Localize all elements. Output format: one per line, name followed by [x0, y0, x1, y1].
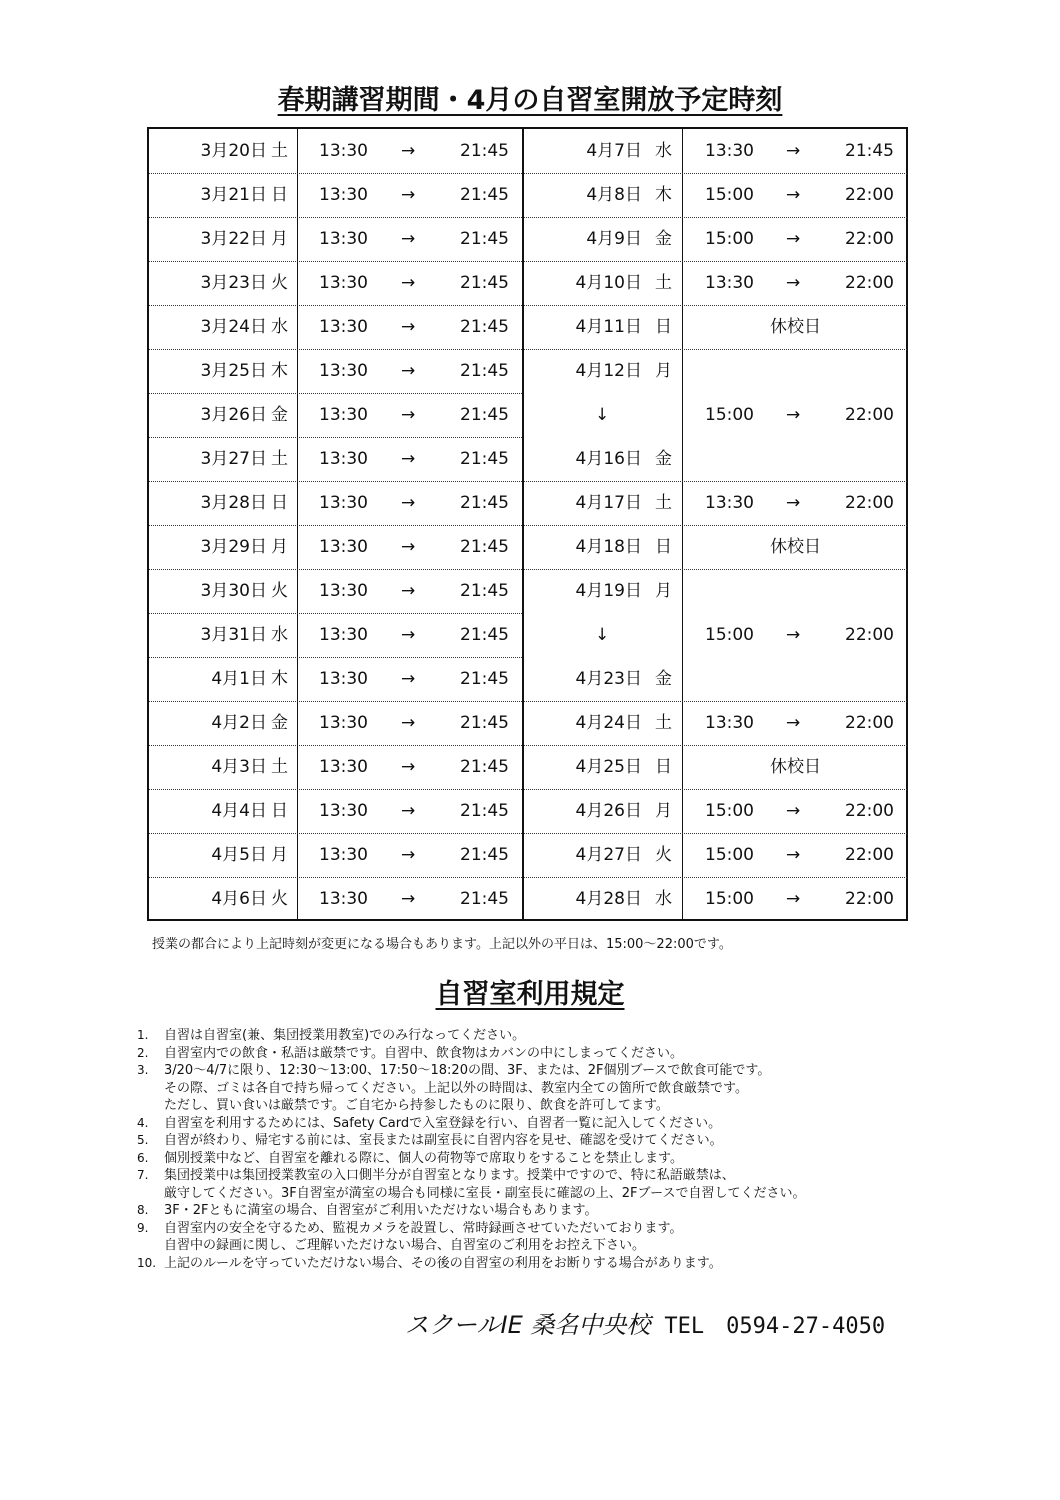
date-cell: 3月30日: [200, 581, 267, 601]
rule-number: 3.: [137, 1063, 149, 1077]
date-cell: 3月23日: [200, 273, 267, 293]
arrow-glyph: →: [401, 757, 416, 777]
weekday-cell: 火: [271, 273, 288, 293]
end-time: 21:45: [460, 361, 509, 381]
weekday-cell: 月: [271, 229, 288, 249]
start-time: 13:30: [319, 581, 368, 601]
rule-item: [137, 1150, 805, 1168]
rule-number: 4.: [137, 1115, 149, 1130]
end-time: 21:45: [460, 537, 509, 557]
end-time: 21:45: [460, 185, 509, 205]
down-arrow-glyph: ↓: [595, 625, 610, 645]
rule-number: 10.: [137, 1255, 157, 1270]
date-cell: 4月4日: [211, 801, 267, 821]
end-time: 21:45: [460, 801, 509, 821]
weekday-cell: 日: [271, 493, 288, 513]
rule-item: [137, 1115, 805, 1133]
start-time: 13:30: [319, 757, 368, 777]
column-divider: [297, 129, 298, 919]
arrow-glyph: →: [401, 801, 416, 821]
date-cell: 3月28日: [200, 493, 267, 513]
date-cell: 3月20日: [200, 141, 267, 161]
rule-item: [137, 1027, 805, 1045]
start-time: 13:30: [319, 449, 368, 469]
date-cell: 3月27日: [200, 449, 267, 469]
rule-number: 6.: [137, 1150, 149, 1165]
weekday-cell: 月: [271, 537, 288, 557]
date-cell: 4月11日: [575, 317, 642, 337]
end-time: 21:45: [460, 405, 509, 425]
rule-text: 3/20～4/7に限り、12:30～13:00、17:50～18:20の間、3F、または、2F個別ブースで飲食可能です。 その際、ゴミは各自で持ち帰ってください。上記以外の時間は、教室内全ての箇所で飲食厳禁です。 ただし、買い食いは厳禁です。ご自宅から持参したものに限り、飲食を許可してます。: [164, 1063, 771, 1113]
weekday-cell: 土: [655, 713, 672, 733]
end-time: 21:45: [460, 317, 509, 337]
end-time: 22:00: [845, 889, 894, 909]
schedule-note: 授業の都合により上記時刻が変更になる場合もあります。上記以外の平日は、15:00～22:00です。: [152, 937, 732, 952]
end-time: 21:45: [460, 229, 509, 249]
weekday-cell: 金: [655, 669, 672, 689]
date-cell: 4月12日: [575, 361, 642, 381]
end-time: 21:45: [460, 581, 509, 601]
date-cell: 4月10日: [575, 273, 642, 293]
rule-text: 3F・2Fともに満室の場合、自習室がご利用いただけない場合もあります。: [164, 1203, 598, 1218]
weekday-cell: 木: [271, 669, 288, 689]
arrow-glyph: →: [401, 185, 416, 205]
rule-text: 自習は自習室(兼、集団授業用教室)でのみ行なってください。: [164, 1028, 526, 1043]
arrow-glyph: →: [401, 493, 416, 513]
start-time: 13:30: [319, 405, 368, 425]
rule-number: 5.: [137, 1133, 149, 1147]
end-time: 22:00: [845, 229, 894, 249]
weekday-cell: 金: [655, 229, 672, 249]
rule-item: [137, 1045, 805, 1063]
date-cell: 4月19日: [575, 581, 642, 601]
rule-number: 9.: [137, 1220, 149, 1235]
date-cell: 4月6日: [211, 889, 267, 909]
weekday-cell: 土: [655, 273, 672, 293]
end-time: 21:45: [460, 889, 509, 909]
arrow-glyph: →: [401, 713, 416, 733]
date-cell: 3月26日: [200, 405, 267, 425]
footer: [405, 1305, 885, 1340]
date-cell: 4月8日: [586, 185, 642, 205]
date-cell: 4月17日: [575, 493, 642, 513]
weekday-cell: 火: [271, 889, 288, 909]
arrow-glyph: →: [401, 449, 416, 469]
rule-text: 自習室内での飲食・私語は厳禁です。自習中、飲食物はカバンの中にしまってください。: [164, 1045, 683, 1061]
date-cell: [524, 613, 642, 657]
end-time: 22:00: [845, 845, 894, 865]
rule-text: 自習が終わり、帰宅する前には、室長または副室長に自習内容を見せ、確認を受けてください。: [164, 1133, 723, 1148]
end-time: 21:45: [460, 625, 509, 645]
weekday-cell: 月: [655, 801, 672, 821]
weekday-cell: 木: [271, 361, 288, 381]
start-time: 13:30: [319, 845, 368, 865]
down-arrow-glyph: ↓: [595, 405, 610, 425]
end-time: 21:45: [460, 493, 509, 513]
date-cell: [524, 393, 642, 437]
date-cell: 4月18日: [575, 537, 642, 557]
rule-item: [137, 1202, 805, 1220]
arrow-glyph: →: [786, 801, 801, 821]
end-time: 22:00: [845, 273, 894, 293]
start-time: 15:00: [705, 845, 754, 865]
end-time: 21:45: [460, 669, 509, 689]
end-time: 22:00: [845, 801, 894, 821]
start-time: 13:30: [705, 493, 754, 513]
arrow-glyph: →: [786, 405, 801, 425]
weekday-cell: 火: [271, 581, 288, 601]
date-cell: 3月31日: [200, 625, 267, 645]
start-time: 13:30: [319, 713, 368, 733]
arrow-glyph: →: [401, 273, 416, 293]
start-time: 13:30: [319, 889, 368, 909]
weekday-cell: 日: [655, 317, 672, 337]
arrow-glyph: →: [786, 185, 801, 205]
date-cell: 4月24日: [575, 713, 642, 733]
date-cell: 4月26日: [575, 801, 642, 821]
date-cell: 4月9日: [586, 229, 642, 249]
weekday-cell: 水: [655, 141, 672, 161]
rule-text: 自習室を利用するためには、Safety Cardで入室登録を行い、自習者一覧に記入してください。: [164, 1115, 722, 1131]
weekday-cell: 水: [271, 317, 288, 337]
date-cell: 4月27日: [575, 845, 642, 865]
end-time: 21:45: [460, 757, 509, 777]
arrow-glyph: →: [786, 493, 801, 513]
date-cell: 3月29日: [200, 537, 267, 557]
end-time: 22:00: [845, 713, 894, 733]
weekday-cell: 月: [655, 581, 672, 601]
arrow-glyph: →: [401, 141, 416, 161]
end-time: 22:00: [845, 493, 894, 513]
start-time: 13:30: [319, 141, 368, 161]
end-time: 21:45: [460, 141, 509, 161]
column-divider: [682, 129, 683, 919]
arrow-glyph: →: [401, 537, 416, 557]
start-time: 15:00: [705, 185, 754, 205]
weekday-cell: 木: [655, 185, 672, 205]
date-cell: 3月21日: [200, 185, 267, 205]
weekday-cell: 金: [271, 713, 288, 733]
date-cell: 4月28日: [575, 889, 642, 909]
arrow-glyph: →: [401, 581, 416, 601]
arrow-glyph: →: [401, 625, 416, 645]
date-cell: 4月3日: [211, 757, 267, 777]
start-time: 13:30: [705, 713, 754, 733]
rule-item: [137, 1132, 805, 1150]
rule-item: [137, 1167, 805, 1202]
start-time: 15:00: [705, 625, 754, 645]
rules-list: [137, 1027, 805, 1272]
school-name: スクールIE 桑名中央校: [405, 1311, 651, 1339]
weekday-cell: 土: [655, 493, 672, 513]
start-time: 13:30: [319, 801, 368, 821]
date-cell: 4月25日: [575, 757, 642, 777]
phone-number: TEL 0594-27-4050: [664, 1314, 886, 1339]
date-cell: 4月7日: [586, 141, 642, 161]
start-time: 13:30: [705, 273, 754, 293]
arrow-glyph: →: [786, 625, 801, 645]
arrow-glyph: →: [786, 141, 801, 161]
date-cell: 4月2日: [211, 713, 267, 733]
date-cell: 4月23日: [575, 669, 642, 689]
weekday-cell: 水: [271, 625, 288, 645]
date-cell: 4月16日: [575, 449, 642, 469]
weekday-cell: 土: [271, 757, 288, 777]
end-time: 21:45: [460, 273, 509, 293]
rule-text: 集団授業中は集団授業教室の入口側半分が自習室となります。授業中ですので、特に私語厳禁は、 厳守してください。3F自習室が満室の場合も同様に室長・副室長に確認の上、2Fブースで自習してください。: [164, 1168, 806, 1201]
start-time: 13:30: [319, 229, 368, 249]
rule-number: 8.: [137, 1203, 149, 1217]
start-time: 15:00: [705, 405, 754, 425]
schedule-table: [147, 127, 908, 921]
rule-number: 2.: [137, 1045, 149, 1060]
start-time: 13:30: [319, 185, 368, 205]
rule-item: [137, 1062, 805, 1115]
end-time: 22:00: [845, 185, 894, 205]
date-cell: 3月25日: [200, 361, 267, 381]
arrow-glyph: →: [786, 273, 801, 293]
rule-item: [137, 1220, 805, 1255]
end-time: 21:45: [460, 713, 509, 733]
rule-text: 自習室内の安全を守るため、監視カメラを設置し、常時録画させていただいております。 自習中の録画に関し、ご理解いただけない場合、自習室のご利用をお控え下さい。: [164, 1220, 683, 1253]
end-time: 22:00: [845, 625, 894, 645]
arrow-glyph: →: [401, 669, 416, 689]
weekday-cell: 金: [655, 449, 672, 469]
rule-item: [137, 1255, 805, 1273]
weekday-cell: 水: [655, 889, 672, 909]
start-time: 13:30: [319, 537, 368, 557]
weekday-cell: 日: [271, 185, 288, 205]
end-time: 22:00: [845, 405, 894, 425]
start-time: 13:30: [705, 141, 754, 161]
arrow-glyph: →: [786, 713, 801, 733]
closed-day-label: 休校日: [770, 537, 821, 557]
start-time: 13:30: [319, 273, 368, 293]
rule-text: 上記のルールを守っていただけない場合、その後の自習室の利用をお断りする場合があります。: [164, 1255, 722, 1271]
start-time: 15:00: [705, 889, 754, 909]
arrow-glyph: →: [401, 317, 416, 337]
end-time: 21:45: [460, 845, 509, 865]
rule-text: 個別授業中など、自習室を離れる際に、個人の荷物等で席取りをすることを禁止します。: [164, 1150, 683, 1166]
arrow-glyph: →: [786, 229, 801, 249]
arrow-glyph: →: [401, 405, 416, 425]
arrow-glyph: →: [401, 229, 416, 249]
start-time: 13:30: [319, 317, 368, 337]
date-cell: 4月5日: [211, 845, 267, 865]
start-time: 13:30: [319, 493, 368, 513]
start-time: 13:30: [319, 361, 368, 381]
rules-title: 自習室利用規定: [435, 979, 625, 1010]
page-title: 春期講習期間・4月の自習室開放予定時刻: [277, 85, 783, 116]
weekday-cell: 日: [271, 801, 288, 821]
arrow-glyph: →: [401, 889, 416, 909]
closed-day-label: 休校日: [770, 757, 821, 777]
date-cell: 3月22日: [200, 229, 267, 249]
closed-day-label: 休校日: [770, 317, 821, 337]
end-time: 21:45: [460, 449, 509, 469]
weekday-cell: 火: [655, 845, 672, 865]
rule-number: 1.: [137, 1028, 149, 1042]
date-cell: 3月24日: [200, 317, 267, 337]
arrow-glyph: →: [401, 361, 416, 381]
arrow-glyph: →: [401, 845, 416, 865]
date-cell: 4月1日: [211, 669, 267, 689]
weekday-cell: 日: [655, 757, 672, 777]
arrow-glyph: →: [786, 845, 801, 865]
end-time: 21:45: [845, 141, 894, 161]
weekday-cell: 月: [271, 845, 288, 865]
weekday-cell: 土: [271, 141, 288, 161]
weekday-cell: 金: [271, 405, 288, 425]
start-time: 15:00: [705, 801, 754, 821]
rule-number: 7.: [137, 1168, 149, 1182]
weekday-cell: 月: [655, 361, 672, 381]
start-time: 13:30: [319, 669, 368, 689]
start-time: 15:00: [705, 229, 754, 249]
arrow-glyph: →: [786, 889, 801, 909]
start-time: 13:30: [319, 625, 368, 645]
weekday-cell: 土: [271, 449, 288, 469]
weekday-cell: 日: [655, 537, 672, 557]
